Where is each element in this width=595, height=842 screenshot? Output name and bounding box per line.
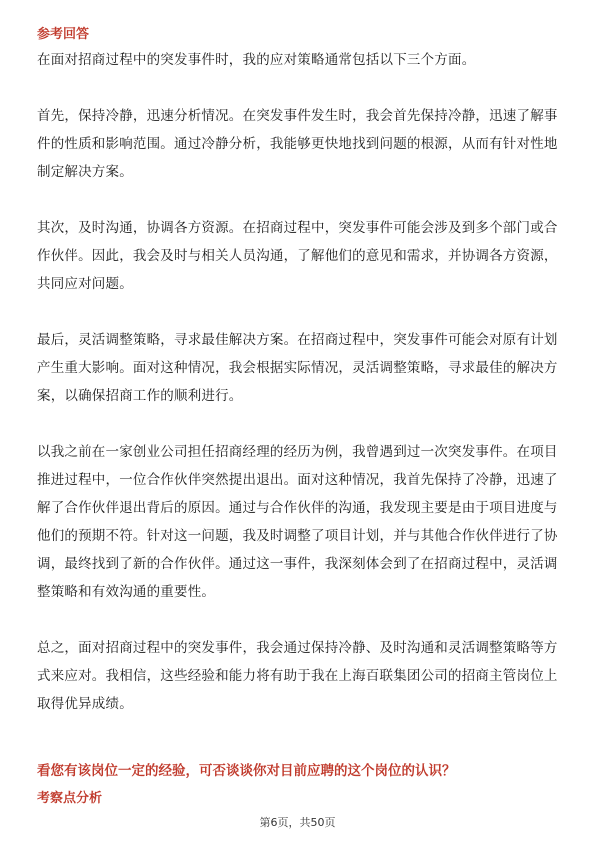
paragraph-first-strategy: 首先，保持冷静，迅速分析情况。在突发事件发生时，我会首先保持冷静，迅速了解事件的性质和影响范围。通过冷静分析，我能够更快地找到问题的根源，从而有针对性地制定解决方案。 [37,108,558,180]
next-question: 看您有该岗位一定的经验，可否谈谈你对目前应聘的这个岗位的认识？ [37,763,456,779]
paragraph-third-strategy: 最后，灵活调整策略，寻求最佳解决方案。在招商过程中，突发事件可能会对原有计划产生重大影响。面对这种情况，我会根据实际情况，灵活调整策略，寻求最佳的解决方案，以确保招商工作的顺利进行。 [37,332,558,404]
paragraph-intro: 在面对招商过程中的突发事件时，我的应对策略通常包括以下三个方面。 [37,52,476,68]
analysis-heading: 考察点分析 [37,791,103,806]
paragraph-conclusion: 总之，面对招商过程中的突发事件，我会通过保持冷静、及时沟通和灵活调整策略等方式来应对。我相信，这些经验和能力将有助于我在上海百联集团公司的招商主管岗位上取得优异成绩。 [37,640,558,712]
paragraph-second-strategy: 其次，及时沟通，协调各方资源。在招商过程中，突发事件可能会涉及到多个部门或合作伙伴。因此，我会及时与相关人员沟通，了解他们的意见和需求，并协调各方资源，共同应对问题。 [37,220,558,292]
page-footer: 第6页，共50页 [259,816,336,829]
answer-heading: 参考回答 [37,27,90,42]
paragraph-example: 以我之前在一家创业公司担任招商经理的经历为例，我曾遇到过一次突发事件。在项目推进过程中，一位合作伙伴突然提出退出。面对这种情况，我首先保持了冷静，迅速了解了合作伙伴退出背后的原因。通过与合作伙伴的沟通，我发现主要是由于项目进度与他们的预期不符。针对这一问题，我及时调整了项目计划，并与其他合作伙伴进行了协调，最终找到了新的合作伙伴。通过这一事件，我深刻体会到了在招商过程中，灵活调整策略和有效沟通的重要性。 [37,444,558,600]
